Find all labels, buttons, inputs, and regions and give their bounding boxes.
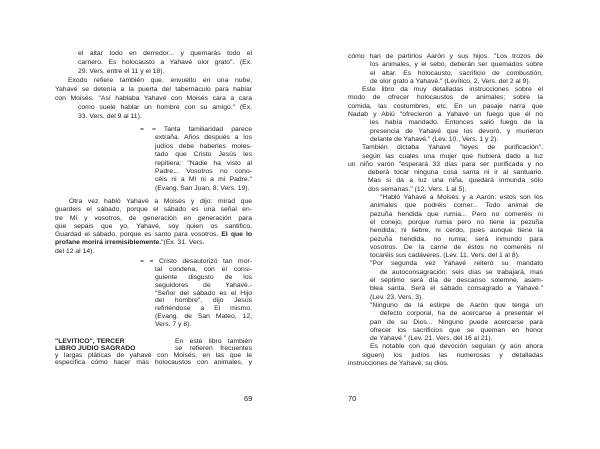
text-line: delante de Yahavé." (Lev. 10., Vers. 1 y 2). [370,135,499,143]
text-line: Exodo refiere también que, envuelto en una nube, [68,77,252,84]
text-line: comida, las costumbres, etc. En un pasaje narra que [348,102,543,110]
text-line: ofrecer los sacrificios que se queman en honor [370,326,543,334]
intro-paragraphs [55,49,252,121]
text-line: tal condena, con el consi- [155,265,252,273]
text-line: pezuña hendida que rumia... Pero no comeréis ni [370,210,543,218]
text-line: como suele hablar un hombre con su amigo." (Ex. [78,104,252,111]
page-number-left: 69 [244,394,253,403]
body-line: especifica cómo hacer más holocaustos con animales, y [55,359,252,366]
text-line: animales que podréis comer... Todo animal de [370,202,543,210]
right-page-text [348,53,543,368]
text-line: Otra vez habló Yahavé a Moisés y dijo: mirad que [69,198,252,205]
text-line: dos semanas." (12. Vers. 1 al 5). [368,185,467,193]
text-line: según las cuales una mujer que hubiera dado a luz [362,152,543,160]
text-line: cómo han de partirlos Aarón y sus hijos. "Los trozos de [348,53,543,60]
text-line: instrucciones de Yahavé, su dios. [348,359,449,367]
text-line: deberá tocar ninguna cosa santa ni ir al santuario. [368,169,543,177]
text-line: "Por segunda vez Yahavé reiteró su mandato [370,260,543,268]
text-line: judíos debe haberles moles- [155,142,252,150]
text-line: Padre... Vosotros no cono- [155,167,252,175]
text-line: de Yahavé." (Lev. 21. Vers. del 16 al 21). [370,335,493,343]
text-line: tocaréis sus cadáveres. (Lev. 11. Vers. del 1 al 8). [370,252,520,260]
text-line: tado que Cristo Jesús les [155,151,252,159]
text-line: de autoconsagración: seis días se trabajará, mas [380,268,543,276]
text-line: de olor grato a Yahavé." (Levítico, 2, Vers. del 2 al 9). [370,77,531,85]
side-note-familiarity [140,126,252,193]
text-line: (Lev. 23, Vers. 3). [370,293,424,301]
text-line: el conejo, porque rumia pero no tiene la pezuña [370,218,543,226]
leviticus-section [55,338,252,366]
text-line: (Evang. San Juan, 8, Vers. 19). [155,184,250,192]
text-line: un niño varón "esperará 33 días para ser purificada y no [348,160,543,168]
text-line: extraña. Años después a los [155,134,252,142]
text-line: el altar todo en derredor... y quemarás todo el [78,50,252,57]
text-line: tre Mí y vosotros, de generación en generación para [55,214,252,222]
text-line: con Moisés. "Así hablaba Yahavé con Moisés cara a cara [55,95,252,102]
text-line: vosotros. De la carne de éstos no comeréis ni [370,243,543,251]
text-line: seguidores de Yahavé.- [155,281,252,289]
body-line: y largas pláticas de yahavé con Moisés, en las que le [55,352,252,359]
text-line: que sepáis que yo, Yahavé, soy quien os santifico. [55,222,252,230]
body-line: En este libro también [175,338,252,345]
text-line: siguen) los judíos las numerosas y detalladas [362,351,543,359]
text-line: pan de su Dios... Ninguno puede acercarse para [370,318,543,326]
leviticus-row-2 [55,345,252,352]
text-line: modo de ofrecer holocaustos de animales; sobre la [348,94,543,102]
text-line: el séptimo será día de descanso solemne, asam- [370,277,543,285]
text-line: También dictaba Yahavé "leyes de purificación", [362,144,543,152]
section-heading-line-2: LIBRO JUDIO SAGRADO [55,345,136,352]
text-line: = = Cristo desautorizó tan mor- [140,258,252,265]
text-line: Guardad el sábado, porque es santo para vosotros. El que lo profane morirá irremisiblemente."(Ex. 31. Vers. [55,231,252,247]
text-line: guardeis el sábado, porque el sábado es una señal en- [55,206,252,214]
text-line: Nadab y Abiú "ofrecieron a Yahavé un fuego que él no [348,111,543,119]
text-line: blea santa. Será el sábado consagrado a Yahavé." [370,285,543,293]
text-line: guiente disgusto de los [155,273,252,281]
text-line: Vers. 7 y 8). [155,321,192,329]
text-line: defecto corporal, ha de acercarse a presentar el [380,310,543,318]
leviticus-row-1 [55,338,252,345]
text-line: = = Tanta familiaridad parece [140,126,252,133]
text-line: refiriéndose a El mismo. [155,305,252,313]
page-number-right: 70 [348,394,357,403]
text-line: del hombre", dijo Jesús [155,297,252,305]
text-line: 29. Vers. entre el 11 y el 18). [78,68,165,75]
text-line: "Señor del sábado es el Hijo [155,289,252,297]
text-line: "Habló Yahavé a Moisés y a Aarón: estos son los [380,194,543,202]
text-line: hendida; ni liebre, ni cerdo, pues aunque tiene la [370,227,543,235]
text-line: Yahavé se detenía a la puerta del tabernáculo para hablar [55,86,252,93]
text-line: (Evang. de San Mateo, 12, [155,313,252,321]
text-line: Mas si da a luz una niña, quedará inmunda sólo [368,177,543,185]
text-line: pezuña hendida, no rumia; será inmundo para [370,235,543,243]
text-line: les había mandado. Entonces salió fuego de la [370,119,543,127]
text-line: céis ni a Mí ni a mi Padre." [155,176,252,184]
text-line: del 12 al 14). [55,247,95,255]
section-heading-line-1: "LEVITICO", TERCER [55,338,125,345]
text-line: repitiera: "Nadie ha visto al [155,159,252,167]
text-line: Este libro da muy detalladas instrucciones sobre el [362,86,543,94]
body-line: se refieren frecuentes [175,345,252,352]
text-line: "Ninguno de la estirpe de Aarón que tenga un [370,301,543,309]
text-line: carnero. Es holocausto a Yahavé olor grato". (Ex. [78,59,252,66]
text-line: 33. Vers. del 9 al 11). [78,113,142,120]
text-line: el altar. Es holocausto, sacrificio de combustión, [370,69,543,77]
text-line: Es notable con qué devoción seguían (y aún ahora [370,343,543,351]
emphasis: El que lo profane morirá irremisiblemente. [55,231,252,247]
side-note-cristo [140,258,252,329]
text-line: presencia de Yahavé que los devoró, y murieron [370,127,543,135]
sabbath-paragraph [55,198,252,256]
text-line: los animales, y el sebo, deberán ser quemados sobre [370,61,543,69]
